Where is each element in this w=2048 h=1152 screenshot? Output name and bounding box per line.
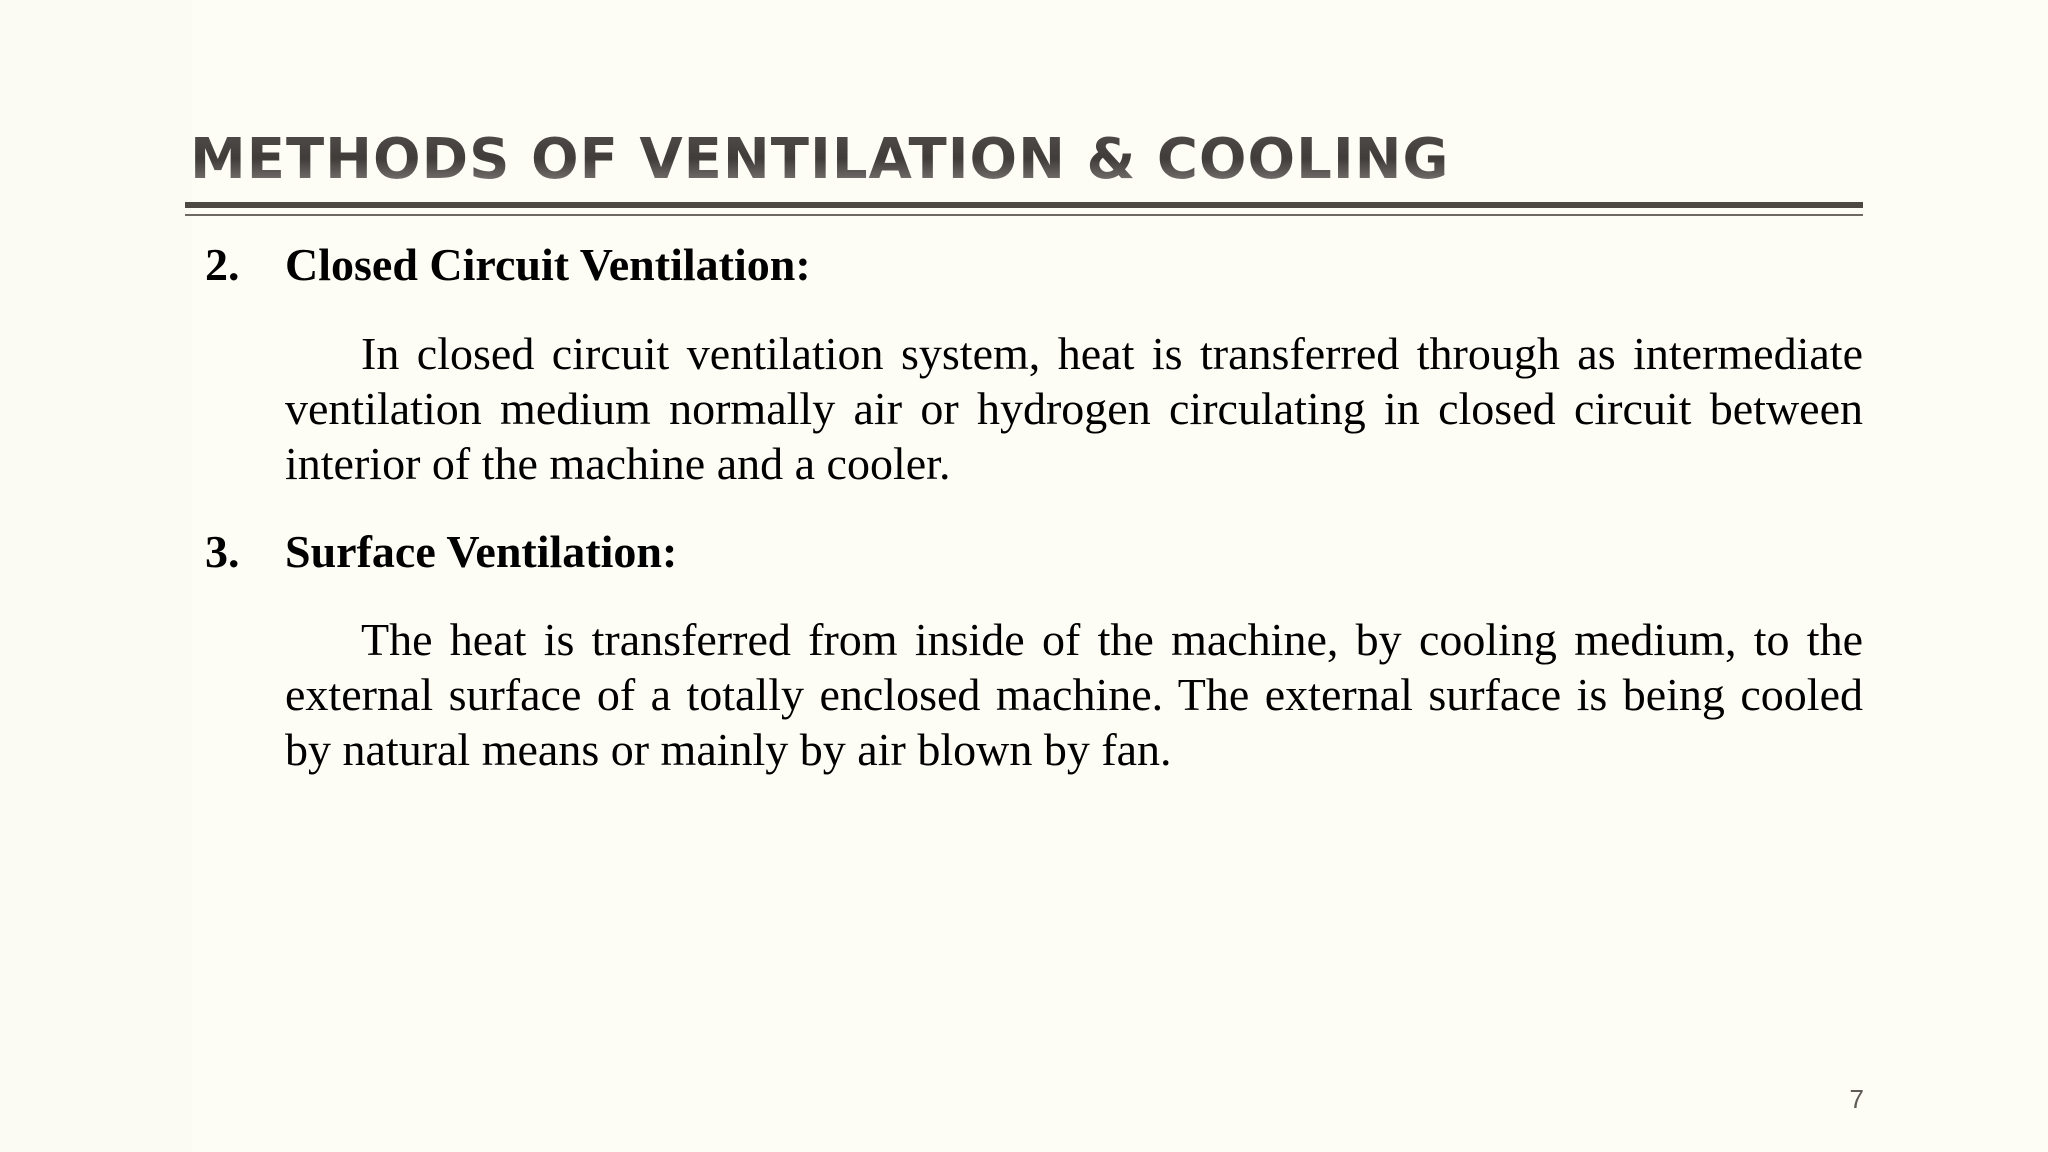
title-underline-thick — [185, 202, 1863, 208]
item-number: 2. — [205, 239, 240, 290]
item-body-closed-circuit: In closed circuit ventilation system, heat is transferred through as intermediate ventilation medium normally air or hydrogen circulating in closed circuit between interior of the machine and a cooler. — [285, 328, 1863, 489]
slide-margin-shade — [0, 0, 192, 1152]
item-heading-surface — [205, 521, 1863, 583]
item-heading-closed-circuit — [205, 234, 1863, 296]
item-heading-text: Surface Ventilation: — [285, 526, 678, 577]
slide-content — [205, 234, 1863, 777]
slide-title: METHODS OF VENTILATION & COOLING — [190, 122, 1450, 198]
item-body-surface: The heat is transferred from inside of the machine, by cooling medium, to the external surface of a totally enclosed machine. The external surface is being cooled by natural means or mainly by air blown by fan. — [285, 614, 1863, 775]
item-number: 3. — [205, 526, 240, 577]
item-heading-text: Closed Circuit Ventilation: — [285, 239, 811, 290]
page-number: 7 — [1849, 1084, 1864, 1114]
title-underline-thin — [185, 214, 1863, 216]
